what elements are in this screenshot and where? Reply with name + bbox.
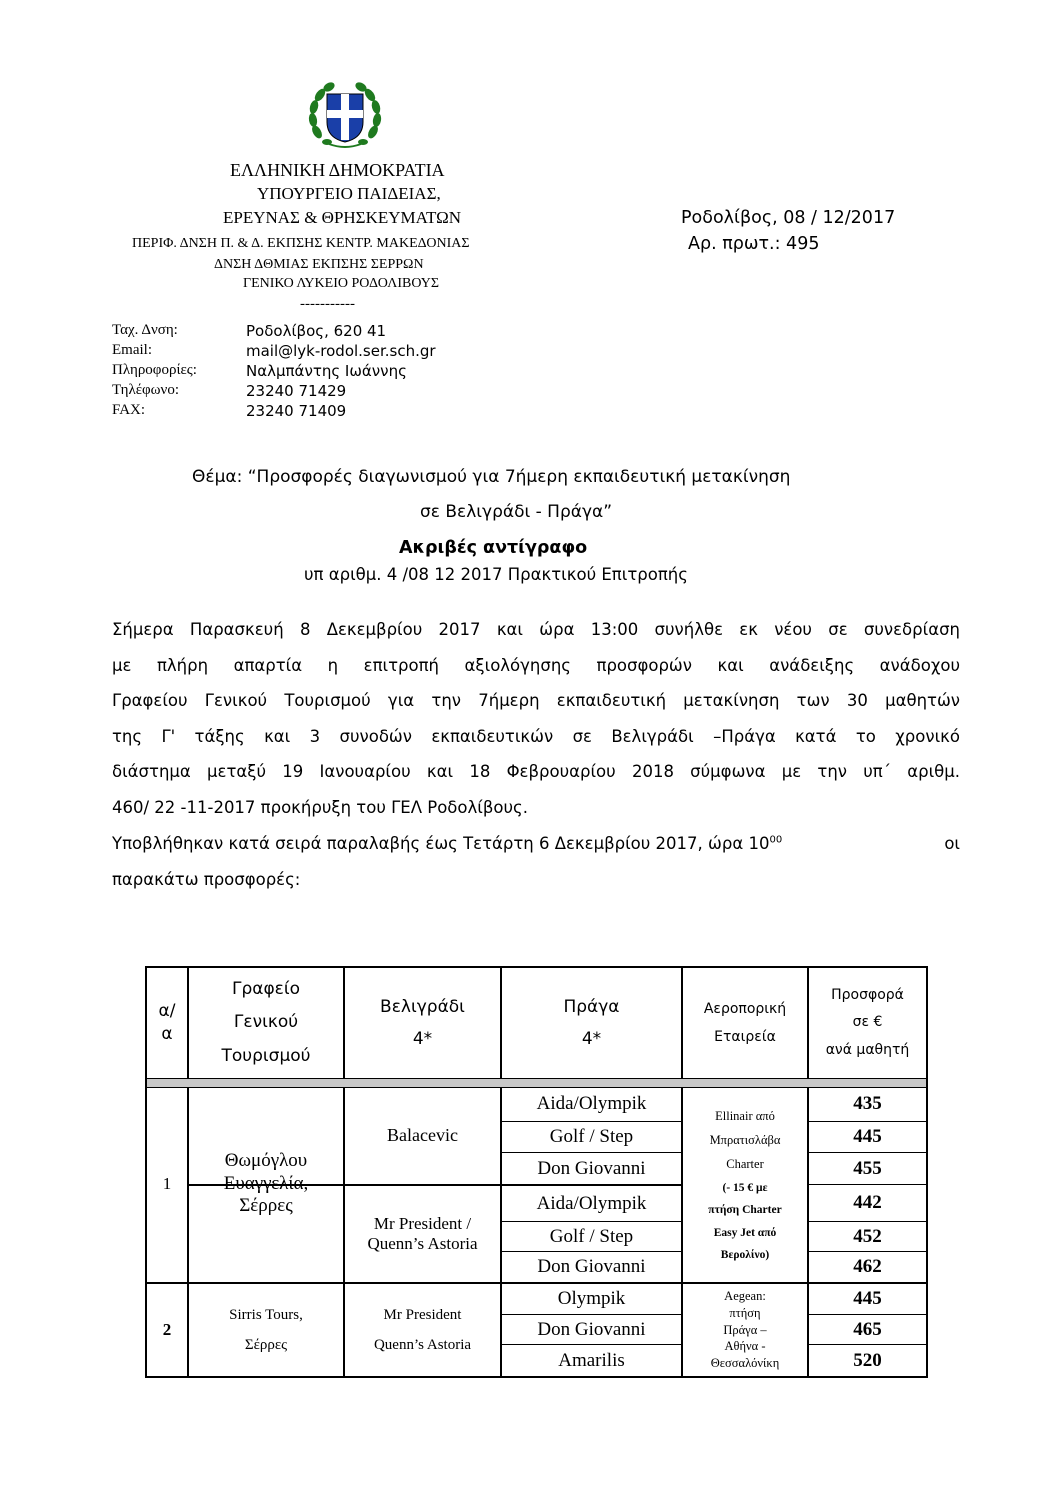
row-1-belgrade-hotel-b-2: Quenn’s Astoria bbox=[367, 1234, 478, 1253]
contact-phone-label: Τηλέφωνο: bbox=[112, 382, 180, 398]
row-1-belgrade-hotel-b-1: Mr President / bbox=[373, 1213, 472, 1233]
row-1-price-3: 455 bbox=[853, 1157, 882, 1179]
document-title: Ακριβές αντίγραφο bbox=[399, 538, 588, 558]
row-1-office-1: Θωμόγλου bbox=[224, 1149, 308, 1171]
subject-line-2: σε Βελιγράδι - Πράγα” bbox=[420, 502, 613, 522]
row-1-prague-5: Golf / Step bbox=[549, 1225, 634, 1247]
row-2-belgrade-hotel-1: Mr President bbox=[383, 1307, 462, 1323]
row-1-airline-4: (- 15 € με bbox=[722, 1181, 768, 1194]
row-2-number: 2 bbox=[162, 1319, 172, 1339]
row-1-belgrade-hotel-a: Balacevic bbox=[387, 1124, 458, 1145]
col-header-aa-1: α/ bbox=[158, 1001, 176, 1022]
row-2-office bbox=[189, 1284, 343, 1376]
col-header-airline bbox=[683, 968, 807, 1078]
col-header-airline-2: Εταιρεία bbox=[714, 1029, 776, 1045]
col-header-offer-2: σε € bbox=[852, 1014, 883, 1031]
offers-table bbox=[145, 966, 928, 1378]
header-separator: ----------- bbox=[300, 296, 355, 312]
row-1-prague-4: Aida/Olympik bbox=[536, 1192, 647, 1214]
row-2-airline-1: Aegean: bbox=[724, 1288, 766, 1303]
row-1-airline-6: Easy Jet από bbox=[713, 1226, 777, 1239]
header-region: ΠΕΡΙΦ. ΔΝΣΗ Π. & Δ. ΕΚΠΣΗΣ ΚΕΝΤΡ. ΜΑΚΕΔΟΝΙΑΣ bbox=[132, 236, 470, 251]
body-line-6: 460/ 22 -11-2017 προκήρυξη του ΓΕΛ Ροδολίβους. bbox=[112, 798, 528, 817]
row-1-prague-2: Golf / Step bbox=[549, 1126, 634, 1148]
subject-line-1: Θέμα: “Προσφορές διαγωνισμού για 7ήμερη εκπαιδευτική μετακίνηση bbox=[192, 467, 791, 487]
contact-fax-value: 23240 71409 bbox=[246, 402, 347, 420]
col-header-prague-2: 4* bbox=[581, 1029, 602, 1049]
row-2-belgrade-hotel-2: Quenn’s Astoria bbox=[373, 1337, 472, 1353]
body-line-4: της Γ' τάξης και 3 συνοδών εκπαιδευτικών σε Βελιγράδι –Πράγα κατά το χρονικό bbox=[112, 727, 960, 746]
body-line-3: Γραφείου Γενικού Τουρισμού για την 7ήμερη εκπαιδευτική μετακίνηση των 30 μαθητών bbox=[112, 691, 960, 710]
header-school: ΓΕΝΙΚΟ ΛΥΚΕΙΟ ΡΟΔΟΛΙΒΟΥΣ bbox=[243, 276, 440, 291]
row-2-prague-2: Don Giovanni bbox=[537, 1318, 646, 1340]
col-header-aa bbox=[147, 968, 187, 1078]
row-2-belgrade-hotel bbox=[345, 1284, 500, 1376]
row-2-airline-5: Θεσσαλόνίκη bbox=[710, 1356, 780, 1371]
header-directorate: ΔΝΣΗ ΔΘΜΙΑΣ ΕΚΠΣΗΣ ΣΕΡΡΩΝ bbox=[214, 257, 424, 272]
contact-info-value: Ναλμπάντης Ιωάννης bbox=[246, 362, 407, 380]
row-1-price-2: 445 bbox=[853, 1126, 882, 1148]
header-ministry-2: ΕΡΕΥΝΑΣ & ΘΡΗΣΚΕΥΜΑΤΩΝ bbox=[223, 208, 462, 227]
row-1-airline-2: Μπρατισλάβα bbox=[709, 1132, 781, 1147]
header-country: ΕΛΛΗΝΙΚΗ ΔΗΜΟΚΡΑΤΙΑ bbox=[230, 160, 445, 180]
col-header-prague bbox=[502, 968, 681, 1078]
document-subtitle: υπ αριθμ. 4 /08 12 2017 Πρακτικού Επιτροπής bbox=[304, 565, 688, 584]
row-2-prague-3: Amarilis bbox=[558, 1349, 625, 1371]
protocol-number: Αρ. πρωτ.: 495 bbox=[688, 234, 820, 254]
row-1-prague-1: Aida/Olympik bbox=[536, 1092, 647, 1114]
col-header-office-3: Τουρισμού bbox=[221, 1045, 311, 1066]
row-1-prague-6: Don Giovanni bbox=[537, 1256, 646, 1278]
row-1-price-4: 442 bbox=[853, 1192, 882, 1214]
contact-email-value: mail@lyk-rodol.ser.sch.gr bbox=[246, 342, 436, 360]
contact-fax-label: FAX: bbox=[112, 402, 146, 418]
col-header-aa-2: α bbox=[161, 1024, 173, 1044]
row-2-airline-4: Αθήνα - bbox=[724, 1339, 766, 1354]
body-line-7-end: οι bbox=[944, 834, 960, 853]
row-1-airline-3: Charter bbox=[726, 1157, 764, 1172]
row-1-prague-3: Don Giovanni bbox=[537, 1157, 646, 1179]
row-1-airline-7: Βερολίνο) bbox=[720, 1248, 770, 1261]
row-1-price-1: 435 bbox=[853, 1092, 882, 1114]
col-header-prague-1: Πράγα bbox=[563, 996, 620, 1017]
row-1-price-5: 452 bbox=[853, 1225, 882, 1247]
row-2-airline bbox=[683, 1284, 807, 1376]
body-line-8: παρακάτω προσφορές: bbox=[112, 870, 301, 889]
body-line-7 bbox=[112, 834, 960, 853]
body-line-1: Σήμερα Παρασκευή 8 Δεκεμβρίου 2017 και ώρα 13:00 συνήλθε εκ νέου σε συνεδρίαση bbox=[112, 620, 960, 639]
body-line-7-text: Υποβλήθηκαν κατά σειρά παραλαβής έως Τετάρτη 6 Δεκεμβρίου 2017, ώρα 10 bbox=[112, 834, 770, 853]
col-header-belgrade bbox=[345, 968, 500, 1078]
row-1-office-3: Σέρρες bbox=[239, 1195, 293, 1217]
contact-email-label: Email: bbox=[112, 342, 152, 358]
row-2-prague-1: Olympik bbox=[557, 1288, 626, 1310]
contact-phone-value: 23240 71429 bbox=[246, 382, 347, 400]
row-2-office-2: Σέρρες bbox=[244, 1337, 288, 1353]
header-ministry-1: ΥΠΟΥΡΓΕΙΟ ΠΑΙΔΕΙΑΣ, bbox=[257, 184, 441, 203]
row-1-airline-5: πτήση Charter bbox=[708, 1204, 782, 1217]
row-2-office-1: Sirris Tours, bbox=[229, 1307, 303, 1323]
contact-address-value: Ροδολίβος, 620 41 bbox=[246, 322, 387, 340]
col-header-airline-1: Αεροπορική bbox=[703, 1001, 787, 1017]
col-header-belgrade-1: Βελιγράδι bbox=[380, 996, 465, 1017]
col-header-offer-3: ανά μαθητή bbox=[825, 1041, 910, 1058]
row-1-office-2: Ευαγγελία, bbox=[223, 1172, 309, 1194]
row-2-price-3: 520 bbox=[853, 1349, 882, 1371]
row-1-belgrade-hotel-b bbox=[345, 1186, 500, 1282]
row-1-airline bbox=[683, 1088, 807, 1282]
row-2-price-1: 445 bbox=[853, 1288, 882, 1310]
time-superscript: 00 bbox=[769, 834, 783, 846]
row-2-airline-2: πτήση bbox=[729, 1305, 761, 1320]
row-1-price-6: 462 bbox=[853, 1256, 882, 1278]
greek-emblem bbox=[305, 82, 385, 152]
document-date: Ροδολίβος, 08 / 12/2017 bbox=[681, 208, 896, 228]
body-line-5: διάστημα μεταξύ 19 Ιανουαρίου και 18 Φεβρουαρίου 2018 σύμφωνα με την υπ΄ αριθμ. bbox=[112, 762, 960, 781]
row-1-airline-1: Ellinair από bbox=[715, 1108, 775, 1123]
col-header-office-1: Γραφείο bbox=[231, 979, 301, 1000]
col-header-offer-1: Προσφορά bbox=[831, 987, 904, 1004]
row-2-price-2: 465 bbox=[853, 1318, 882, 1340]
col-header-belgrade-2: 4* bbox=[412, 1029, 433, 1049]
row-2-airline-3: Πράγα – bbox=[723, 1322, 767, 1337]
col-header-offer bbox=[809, 968, 926, 1078]
col-header-office bbox=[189, 968, 343, 1078]
col-header-office-2: Γενικού bbox=[233, 1012, 299, 1033]
row-1-number: 1 bbox=[162, 1173, 172, 1193]
contact-info-label: Πληροφορίες: bbox=[112, 362, 197, 378]
body-line-2: με πλήρη απαρτία η επιτροπή αξιολόγησης προσφορών και ανάδειξης ανάδοχου bbox=[112, 656, 960, 675]
contact-address-label: Ταχ. Δνση: bbox=[112, 322, 178, 338]
row-1-office bbox=[189, 1086, 343, 1282]
